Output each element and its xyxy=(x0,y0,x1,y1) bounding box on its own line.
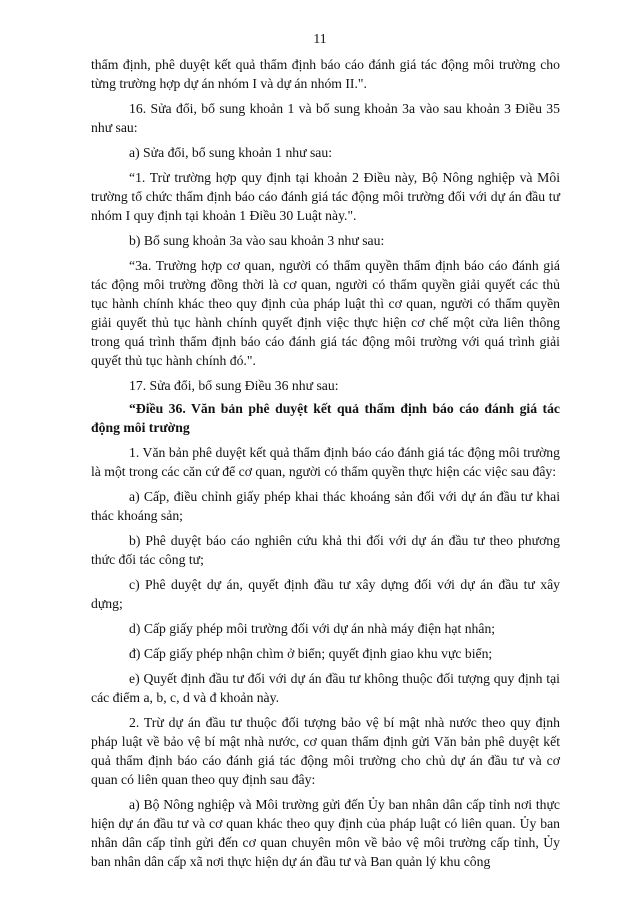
paragraph-point-d: d) Cấp giấy phép môi trường đối với dự án nhà máy điện hạt nhân; xyxy=(129,621,496,636)
paragraph-point-e: e) Quyết định đầu tư đối với dự án đầu tư không thuộc đối tượng quy định tại các điểm a, b, c, d và đ khoản này. xyxy=(91,671,560,705)
page-number: 11 xyxy=(313,31,327,46)
paragraph-item-16b: b) Bổ sung khoản 3a vào sau khoản 3 như sau: xyxy=(129,233,385,248)
paragraph-clause-2-point-a: a) Bộ Nông nghiệp và Môi trường gửi đến Ủy ban nhân dân cấp tỉnh nơi thực hiện dự án đầu tư và cơ quan khác theo quy định của pháp luật có liên quan. Ủy ban nhân dân cấp tỉnh gửi đến cơ quan chuyên môn về bảo vệ môi trường cấp tỉnh, Ủy ban nhân dân cấp xã nơi thực hiện dự án đầu tư và Ban quản lý khu công xyxy=(91,797,560,869)
paragraph-continuation: thẩm định, phê duyệt kết quả thẩm định báo cáo đánh giá tác động môi trường cho từng trường hợp dự án nhóm I và dự án nhóm II.". xyxy=(91,57,560,91)
paragraph-point-a: a) Cấp, điều chỉnh giấy phép khai thác khoáng sản đối với dự án đầu tư khai thác khoáng sản; xyxy=(91,489,560,523)
paragraph-item-16a: a) Sửa đổi, bổ sung khoản 1 như sau: xyxy=(129,145,333,160)
paragraph-article-36-clause-2: 2. Trừ dự án đầu tư thuộc đối tượng bảo vệ bí mật nhà nước theo quy định pháp luật về bảo vệ bí mật nhà nước, cơ quan thẩm định gửi Văn bản phê duyệt kết quả thẩm định báo cáo đánh giá tác động môi trường cho chủ dự án đầu tư và cơ quan có liên quan theo quy định sau đây: xyxy=(91,715,560,787)
paragraph-clause-3a: “3a. Trường hợp cơ quan, người có thẩm quyền thẩm định báo cáo đánh giá tác động môi trường đồng thời là cơ quan, người có thẩm quyền giải quyết các thủ tục hành chính khác theo quy định của pháp luật thì cơ quan, người có thẩm quyền giải quyết thủ tục hành chính quyết định việc thực hiện cơ chế một cửa liên thông trong quá trình thẩm định báo cáo đánh giá tác động môi trường với quá trình giải quyết thủ tục hành chính đó.". xyxy=(91,258,560,368)
paragraph-point-c: c) Phê duyệt dự án, quyết định đầu tư xây dựng đối với dự án đầu tư xây dựng; xyxy=(91,577,560,611)
paragraph-clause-1: “1. Trừ trường hợp quy định tại khoản 2 Điều này, Bộ Nông nghiệp và Môi trường tổ chức thẩm định báo cáo đánh giá tác động môi trường đối với dự án đầu tư nhóm I quy định tại khoản 1 Điều 30 Luật này.". xyxy=(91,170,560,223)
paragraph-point-dd: đ) Cấp giấy phép nhận chìm ở biển; quyết định giao khu vực biển; xyxy=(129,646,493,661)
article-36-heading: “Điều 36. Văn bản phê duyệt kết quả thẩm định báo cáo đánh giá tác động môi trường xyxy=(91,401,560,435)
paragraph-point-b: b) Phê duyệt báo cáo nghiên cứu khả thi đối với dự án đầu tư theo phương thức đối tác công tư; xyxy=(91,533,560,567)
paragraph-article-36-clause-1: 1. Văn bản phê duyệt kết quả thẩm định báo cáo đánh giá tác động môi trường là một trong các căn cứ để cơ quan, người có thẩm quyền thực hiện các việc sau đây: xyxy=(91,445,560,479)
paragraph-item-17: 17. Sửa đổi, bổ sung Điều 36 như sau: xyxy=(129,378,339,393)
document-body xyxy=(91,55,560,877)
paragraph-item-16: 16. Sửa đổi, bổ sung khoản 1 và bổ sung khoản 3a vào sau khoản 3 Điều 35 như sau: xyxy=(91,101,560,135)
